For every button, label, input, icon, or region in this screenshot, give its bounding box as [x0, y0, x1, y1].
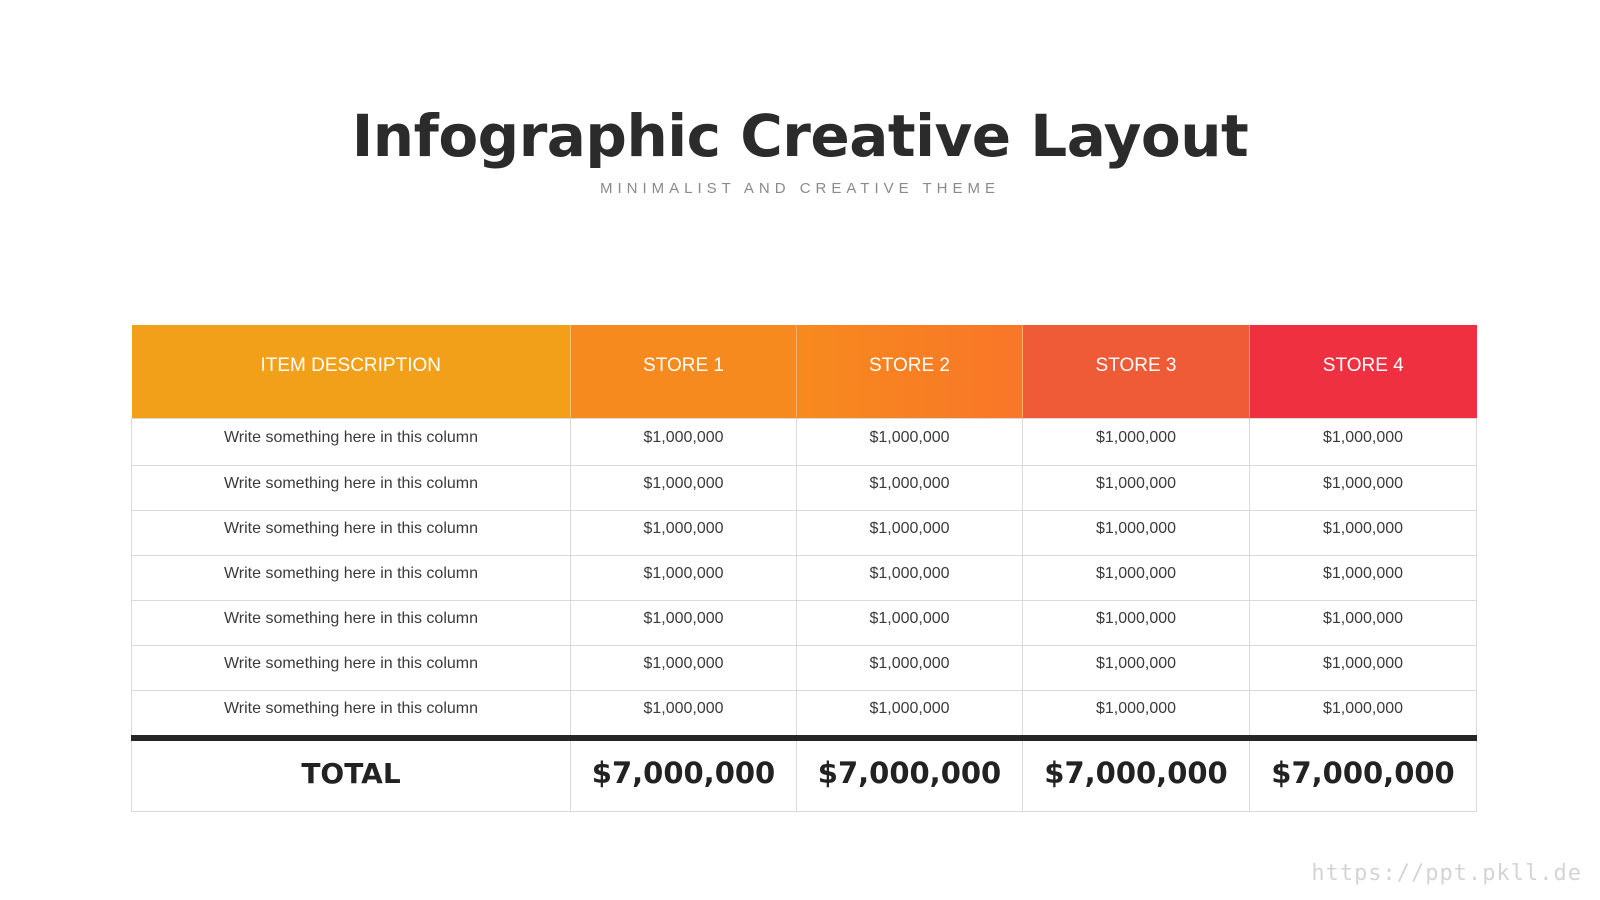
store-2-cell: $1,000,000	[797, 511, 1023, 556]
table-header-row	[132, 325, 1477, 419]
store-1-cell: $1,000,000	[571, 419, 797, 466]
watermark: https://ppt.pkll.de	[1311, 861, 1582, 886]
table-row	[132, 646, 1477, 691]
header-store-2: STORE 2	[797, 325, 1023, 419]
table-row	[132, 466, 1477, 511]
store-3-cell: $1,000,000	[1023, 511, 1250, 556]
store-1-cell: $1,000,000	[571, 691, 797, 739]
page-title: Infographic Creative Layout	[351, 102, 1249, 170]
store-2-cell: $1,000,000	[797, 691, 1023, 739]
table-row	[132, 511, 1477, 556]
store-4-cell: $1,000,000	[1250, 511, 1477, 556]
store-1-cell: $1,000,000	[571, 511, 797, 556]
header-store-1: STORE 1	[571, 325, 797, 419]
store-1-cell: $1,000,000	[571, 556, 797, 601]
item-description-cell: Write something here in this column	[132, 511, 571, 556]
store-1-total: $7,000,000	[571, 738, 797, 812]
item-description-cell: Write something here in this column	[132, 691, 571, 739]
store-2-cell: $1,000,000	[797, 419, 1023, 466]
store-1-cell: $1,000,000	[571, 646, 797, 691]
store-4-cell: $1,000,000	[1250, 601, 1477, 646]
total-label: TOTAL	[132, 738, 571, 812]
total-row	[132, 738, 1477, 812]
store-3-cell: $1,000,000	[1023, 601, 1250, 646]
store-1-cell: $1,000,000	[571, 601, 797, 646]
table-row	[132, 601, 1477, 646]
store-4-cell: $1,000,000	[1250, 646, 1477, 691]
store-4-cell: $1,000,000	[1250, 419, 1477, 466]
store-3-cell: $1,000,000	[1023, 556, 1250, 601]
item-description-cell: Write something here in this column	[132, 556, 571, 601]
store-2-cell: $1,000,000	[797, 646, 1023, 691]
store-4-cell: $1,000,000	[1250, 556, 1477, 601]
store-2-cell: $1,000,000	[797, 556, 1023, 601]
store-table	[131, 325, 1477, 812]
store-3-cell: $1,000,000	[1023, 691, 1250, 739]
header-item-description: ITEM DESCRIPTION	[132, 325, 571, 419]
store-1-cell: $1,000,000	[571, 466, 797, 511]
store-3-cell: $1,000,000	[1023, 646, 1250, 691]
item-description-cell: Write something here in this column	[132, 646, 571, 691]
table-row	[132, 556, 1477, 601]
store-2-total: $7,000,000	[797, 738, 1023, 812]
header-store-4: STORE 4	[1250, 325, 1477, 419]
store-4-cell: $1,000,000	[1250, 691, 1477, 739]
header-store-3: STORE 3	[1023, 325, 1250, 419]
store-3-total: $7,000,000	[1023, 738, 1250, 812]
table-row	[132, 691, 1477, 739]
table-row	[132, 419, 1477, 466]
store-3-cell: $1,000,000	[1023, 419, 1250, 466]
store-4-total: $7,000,000	[1250, 738, 1477, 812]
store-4-cell: $1,000,000	[1250, 466, 1477, 511]
page-subtitle: MINIMALIST AND CREATIVE THEME	[599, 180, 1001, 197]
item-description-cell: Write something here in this column	[132, 419, 571, 466]
item-description-cell: Write something here in this column	[132, 466, 571, 511]
item-description-cell: Write something here in this column	[132, 601, 571, 646]
store-3-cell: $1,000,000	[1023, 466, 1250, 511]
store-2-cell: $1,000,000	[797, 466, 1023, 511]
store-2-cell: $1,000,000	[797, 601, 1023, 646]
